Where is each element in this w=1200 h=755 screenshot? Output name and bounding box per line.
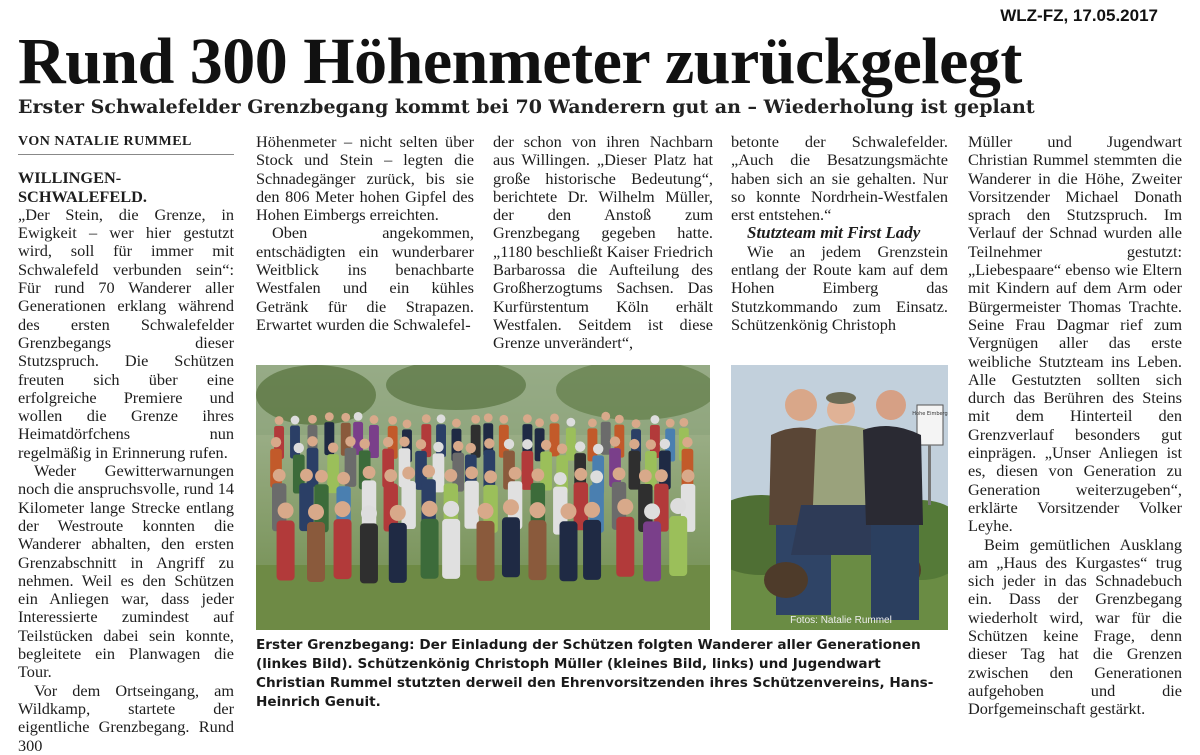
crowd-person-head	[345, 436, 355, 446]
crowd-person-head	[574, 468, 587, 481]
paragraph: Oben angekommen, entschädigten ein wunderbarer Weitblick ins benachbarte Westfalen und ein kühles Getränk für die Strapazen. Erwartet wurden die Schwalefel-	[256, 223, 474, 334]
crowd-person-head	[271, 437, 281, 447]
crowd-person-body	[334, 519, 352, 579]
stutzen-photo	[731, 365, 948, 630]
group-photo	[256, 365, 710, 630]
crowd-person-head	[388, 416, 397, 425]
paragraph: Wie an jedem Grenzstein entlang der Route kam auf dem Hohen Eimberg das Stutzkommando zum Einsatz. Schützenkönig Christoph	[731, 241, 948, 334]
crowd-person-head	[522, 439, 532, 449]
crowd-person-body	[442, 519, 460, 579]
crowd-person-head	[554, 472, 567, 485]
crowd-person-head	[370, 415, 379, 424]
crowd-person-head	[361, 505, 377, 521]
crowd-person-head	[478, 503, 494, 519]
crowd-person-head	[471, 415, 480, 424]
group-photo-image	[256, 365, 710, 630]
crowd-person-head	[655, 469, 668, 482]
dateline: WILLINGEN-SCHWALEFELD.	[18, 168, 147, 206]
crowd-person-head	[666, 419, 675, 428]
crowd-person-head	[560, 503, 576, 519]
crowd-person-body	[629, 451, 641, 490]
sign-label: Hohe Eimberg	[912, 411, 948, 417]
crowd-person-body	[502, 517, 520, 577]
crowd-person-head	[308, 504, 324, 520]
crowd-person-head	[363, 466, 376, 479]
crowd-person-head	[325, 412, 334, 421]
crowd-person-body	[277, 521, 295, 581]
crowd-person-head	[273, 469, 286, 482]
paragraph: WILLINGEN-SCHWALEFELD. „Der Stein, die Grenze, in Ewigkeit – wer hier gestutzt wird, soll für immer mit Schwalefeld verbunden sein“: Für rund 70 Wanderer aller Generationen erklang während des ersten Schwalefelder Grenzbegangs dieser Stutzspruch. Die Schützen freuten sich über eine erfolgreiche Premiere und wollen die Grenze ihres Heimatdörfchens nun regelmäßig in Erinnerung rufen.	[18, 168, 234, 462]
crowd-person-head	[682, 469, 695, 482]
crowd-person-head	[679, 418, 688, 427]
crowd-person-head	[535, 418, 544, 427]
crowd-person-head	[484, 470, 497, 483]
crowd-person-body	[360, 523, 378, 583]
crowd-person-head	[328, 442, 338, 452]
crowd-person-body	[477, 521, 495, 581]
crowd-person-head	[499, 415, 508, 424]
crowd-person-body	[401, 481, 415, 529]
crowd-person-head	[278, 503, 294, 519]
crowd-person-body	[327, 454, 339, 493]
crowd-person-head	[341, 413, 350, 422]
crowd-person-head	[437, 414, 446, 423]
crowd-person-head	[590, 470, 603, 483]
crowd-person-head	[601, 412, 610, 421]
crowd-person-head	[613, 467, 626, 480]
crowd-person-head	[632, 419, 641, 428]
crowd-person-head	[529, 502, 545, 518]
crowd-person-head	[629, 439, 639, 449]
crowd-person-head	[300, 469, 313, 482]
crowd-person-head	[354, 412, 363, 421]
crowd-person-head	[610, 436, 620, 446]
crowd-person-head	[402, 467, 415, 480]
crowd-person-head	[422, 501, 438, 517]
crowd-person-body	[307, 522, 325, 582]
crowd-person-body	[389, 523, 407, 583]
crowd-person-head	[466, 443, 476, 453]
crowd-person-head	[335, 501, 351, 517]
crowd-person-body	[421, 519, 439, 579]
headline: Rund 300 Höhenmeter zurückgelegt	[18, 25, 1022, 98]
crowd-person-head	[644, 503, 660, 519]
crowd-person-head	[617, 499, 633, 515]
photo-credit: Fotos: Natalie Rummel	[790, 615, 892, 626]
paragraph: Weder Gewitterwarnungen noch die anspruchsvolle, rund 14 Kilometer lange Strecke entlang der Westroute konnten die Wanderer abhalten, den ersten Grenzabschnitt in Angriff zu nehmen. Weil es den Schützen ein Anliegen war, dass jeder Interessierte zumindest auf Teilstücken dabei sein konnte, begleitete ein Planwagen die Tour.	[18, 461, 234, 682]
paragraph: Höhenmeter – nicht selten über Stock und Stein – legten die Schnadegänger zurück, bis sie den 806 Meter hohen Gipfel des Hohen Eimbergs erreichten.	[256, 132, 474, 225]
crowd-person-head	[308, 415, 317, 424]
crowd-person-head	[615, 415, 624, 424]
photo-caption: Erster Grenzbegang: Der Einladung der Schützen folgten Wanderer aller Generationen (linkes Bild). Schützenkönig Christoph Müller (kleines Bild, links) und Jugendwart Christian Rummel stutzten derweil den Ehrenvorsitzenden ihres Schützenvereins, Hans-Heinrich Genuit.	[256, 637, 934, 710]
crowd-person-head	[541, 440, 551, 450]
crowd-person-head	[291, 416, 300, 425]
crowd-person-body	[464, 481, 478, 529]
crowd-person-head	[682, 437, 692, 447]
crowd-person-head	[557, 444, 567, 454]
crowd-person-head	[660, 439, 670, 449]
crowd-person-head	[359, 439, 369, 449]
crowd-person-body	[583, 520, 601, 580]
paragraph: betonte der Schwalefelder. „Auch die Besatzungsmächte haben sich an sie gehalten. Nur so konnte Nordrhein-Westfalen erst entstehen.“	[731, 132, 948, 225]
crowd-person-head	[503, 499, 519, 515]
crowd-person-head	[588, 418, 597, 427]
crowd-person-body	[290, 426, 300, 459]
paragraph: Müller und Jugendwart Christian Rummel stemmten die Wanderer in die Höhe, Zweiter Vorsitzender Michael Donath sprach den Stutzspruch. Im Verlauf der Schnad wurden alle Teilnehmer gestutzt: „Liebespaare“ ebenso wie Eltern mit Kindern auf dem Arm oder Bürgermeister Thomas Trachte. Seine Frau Dagmar rief zum Vergnügen aller das erste weibliche Stutzteam ins Leben. Alle Gestutzten sollten sich durch das Berühren des Steins mit dem Hinterteil den Grenzverlauf besonders gut einprägen. „Unser Anliegen ist es, diesen von Generation zu Generation weiterzugeben“, erklärte Vorsitzender Volker Leyhe.	[968, 132, 1182, 536]
article-column-2	[256, 133, 474, 334]
crowd-person-head	[550, 413, 559, 422]
crowd-person-body	[669, 516, 687, 576]
crowd-person-head	[646, 439, 656, 449]
crowd-person-head	[399, 436, 409, 446]
crowd-person-head	[531, 469, 544, 482]
crowd-person-head	[444, 469, 457, 482]
crowd-person-head	[315, 470, 328, 483]
article-column-3	[493, 133, 713, 353]
crowd-person-head	[443, 501, 459, 517]
crowd-person-head	[337, 472, 350, 485]
crowd-person-body	[616, 517, 634, 577]
crowd-person-head	[509, 467, 522, 480]
crowd-person-body	[559, 521, 577, 581]
crowd-person-head	[566, 418, 575, 427]
crowd-person-body	[643, 521, 661, 581]
crowd-person-head	[504, 439, 514, 449]
crowd-person-head	[383, 437, 393, 447]
section-subheading: Stutzteam mit First Lady	[747, 223, 921, 243]
crowd-person-head	[670, 498, 686, 514]
crowd-person-head	[416, 439, 426, 449]
crowd-person-head	[484, 438, 494, 448]
source-note: WLZ-FZ, 17.05.2017	[1000, 6, 1158, 25]
article-column-4	[731, 133, 948, 334]
crowd-person-head	[422, 465, 435, 478]
crowd-person-head	[294, 443, 304, 453]
crowd-person-head	[307, 436, 317, 446]
crowd-person-head	[422, 414, 431, 423]
crowd-person-head	[453, 441, 463, 451]
crowd-person-body	[270, 449, 282, 488]
crowd-person-head	[465, 466, 478, 479]
article-column-5	[968, 133, 1182, 719]
byline: VON NATALIE RUMMEL	[18, 133, 234, 155]
crowd-person-head	[651, 415, 660, 424]
paragraph: der schon von ihren Nachbarn aus Willingen. „Dieser Platz hat große historische Bedeutung“, berichtete Dr. Wilhelm Müller, der den Anstoß zum Grenzbegang gegeben hatte. „1180 beschließt Kaiser Friedrich Barbarossa die Aufteilung des Großherzogtums Sachsen. Das Kurfürstentum Köln erhält Westfalen. Seitdem ist diese Grenze unverändert“,	[493, 132, 713, 353]
crowd-person-head	[452, 419, 461, 428]
crowd-person-head	[484, 413, 493, 422]
crowd-person-head	[384, 469, 397, 482]
subheadline: Erster Schwalefelder Grenzbegang kommt bei 70 Wanderern gut an – Wiederholung ist geplant	[18, 96, 1035, 118]
article-column-1	[18, 133, 234, 755]
crowd-person-head	[433, 442, 443, 452]
crowd-person-body	[436, 424, 446, 457]
crowd-person-head	[390, 505, 406, 521]
paragraph: Vor dem Ortseingang, am Wildkamp, startete der eigentliche Grenzbegang. Rund 300	[18, 680, 234, 755]
crowd-person-body	[528, 520, 546, 580]
crowd-person-head	[275, 416, 284, 425]
crowd-person-head	[403, 419, 412, 428]
crowd-person-head	[593, 444, 603, 454]
stutzen-photo-image	[731, 365, 948, 630]
paragraph: Beim gemütlichen Ausklang am „Haus des Kurgastes“ trug sich jeder in das Schnadebuch ein. Dass der Grenzbegang wiederholt wird, war für die Schützen keine Frage, denn dieser Tag hat die Grenzen zwischen den Generationen aufgehoben und die Dorfgemeinschaft gestärkt.	[968, 534, 1182, 719]
crowd-person-head	[575, 441, 585, 451]
crowd-person-head	[584, 502, 600, 518]
crowd-person-head	[523, 414, 532, 423]
crowd-person-head	[639, 470, 652, 483]
